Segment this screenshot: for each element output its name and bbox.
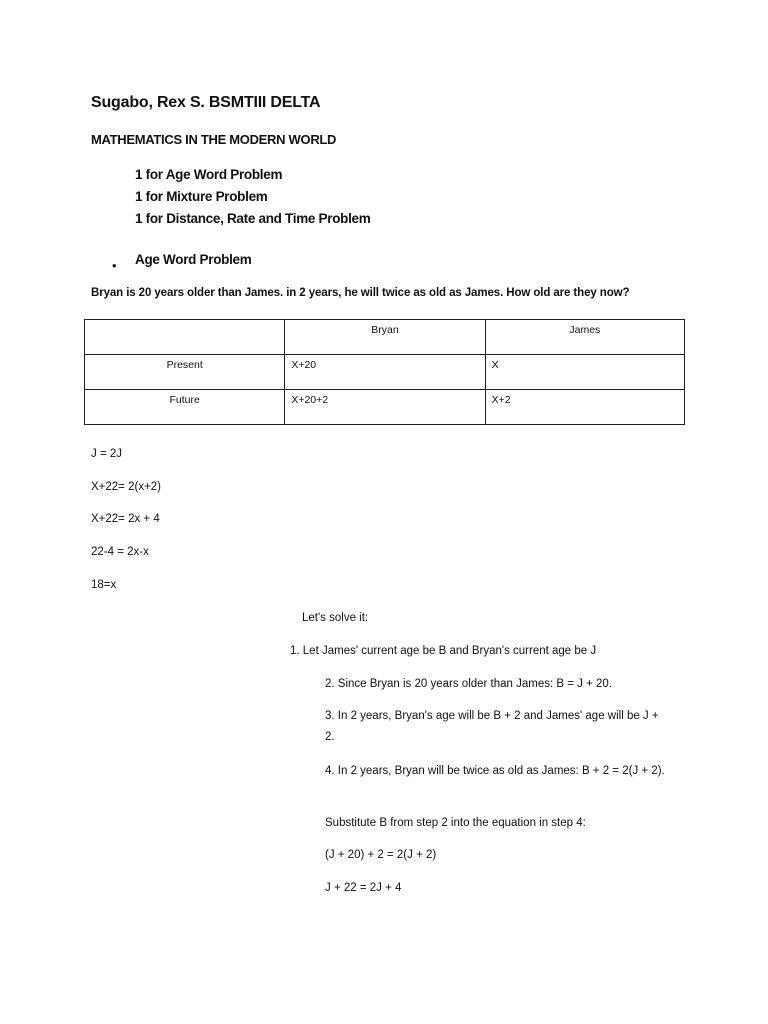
table-row bbox=[85, 390, 685, 425]
solution-intro: Let's solve it: bbox=[302, 612, 369, 624]
problem-list-item-mixture: 1 for Mixture Problem bbox=[135, 189, 268, 204]
equation-line: 22-4 = 2x-x bbox=[91, 546, 149, 558]
solution-step: (J + 20) + 2 = 2(J + 2) bbox=[325, 849, 437, 861]
solution-step: 3. In 2 years, Bryan's age will be B + 2 and James' age will be J + 2. bbox=[325, 710, 659, 743]
equation-line: 18=x bbox=[91, 579, 117, 591]
table-cell: Present bbox=[85, 355, 285, 390]
table-cell: X+20 bbox=[285, 355, 485, 390]
table-row bbox=[85, 355, 685, 390]
equation-line: J = 2J bbox=[91, 448, 123, 460]
table-header-cell bbox=[85, 320, 285, 355]
table-cell: X+2 bbox=[485, 390, 684, 425]
solution-step: 2. Since Bryan is 20 years older than James: B = J + 20. bbox=[325, 678, 613, 690]
subject-title: MATHEMATICS IN THE MODERN WORLD bbox=[91, 132, 337, 147]
table-cell: X bbox=[485, 355, 684, 390]
table-header-cell: Bryan bbox=[285, 320, 485, 355]
age-table bbox=[84, 319, 685, 425]
table-cell: X+20+2 bbox=[285, 390, 485, 425]
author-name: Sugabo, Rex S. BSMTIII DELTA bbox=[91, 94, 321, 111]
problem-question: Bryan is 20 years older than James. in 2 years, he will twice as old as James. How old are they now? bbox=[91, 287, 630, 299]
solution-step: 4. In 2 years, Bryan will be twice as old as James: B + 2 = 2(J + 2). bbox=[325, 765, 665, 777]
equation-line: X+22= 2(x+2) bbox=[91, 481, 162, 493]
solution-step: J + 22 = 2J + 4 bbox=[325, 882, 402, 894]
problem-list-item-distance: 1 for Distance, Rate and Time Problem bbox=[135, 211, 371, 226]
section-heading: Age Word Problem bbox=[135, 252, 252, 267]
bullet-icon: • bbox=[112, 258, 117, 273]
solution-step: 1. Let James' current age be B and Bryan's current age be J bbox=[290, 645, 597, 657]
table-header-row bbox=[85, 320, 685, 355]
table-cell: Future bbox=[85, 390, 285, 425]
equation-line: X+22= 2x + 4 bbox=[91, 513, 160, 525]
table-header-cell: James bbox=[485, 320, 684, 355]
solution-step: Substitute B from step 2 into the equation in step 4: bbox=[325, 817, 586, 829]
problem-list-item-age: 1 for Age Word Problem bbox=[135, 167, 283, 182]
